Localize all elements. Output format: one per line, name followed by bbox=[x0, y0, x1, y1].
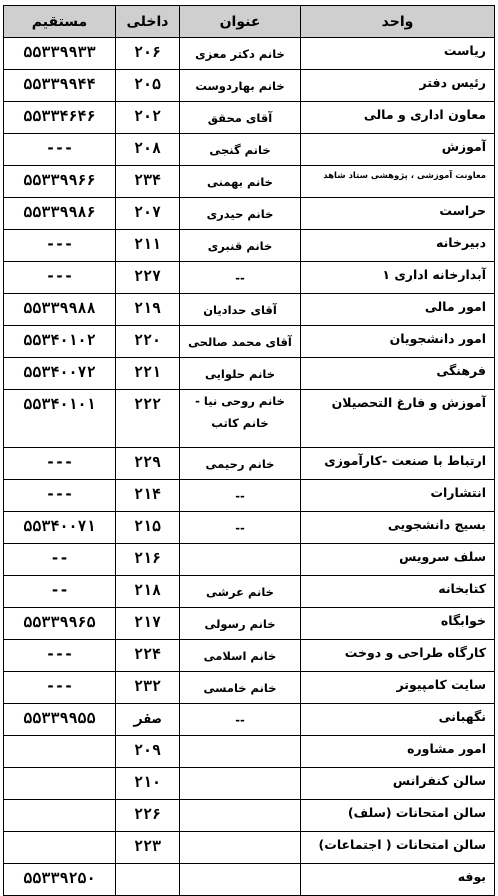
direct-cell: ۵۵۳۳۹۹۸۶ bbox=[4, 198, 116, 230]
table-row bbox=[4, 358, 495, 390]
unit-cell: سالن کنفرانس bbox=[301, 768, 495, 800]
table-row bbox=[4, 70, 495, 102]
ext-cell: ۲۰۶ bbox=[116, 38, 180, 70]
table-row bbox=[4, 864, 495, 896]
title-cell: -- bbox=[180, 262, 301, 294]
table-row bbox=[4, 672, 495, 704]
title-cell: -- bbox=[180, 480, 301, 512]
direct-cell: ۵۵۳۳۴۶۴۶ bbox=[4, 102, 116, 134]
table-row bbox=[4, 800, 495, 832]
header-row bbox=[4, 6, 495, 38]
ext-cell: ۲۲۰ bbox=[116, 326, 180, 358]
ext-cell: ۲۰۸ bbox=[116, 134, 180, 166]
ext-cell: ۲۲۱ bbox=[116, 358, 180, 390]
direct-cell: ۵۵۳۳۹۹۴۴ bbox=[4, 70, 116, 102]
title-cell bbox=[180, 768, 301, 800]
table-row bbox=[4, 544, 495, 576]
unit-cell: امور مشاوره bbox=[301, 736, 495, 768]
unit-cell: حراست bbox=[301, 198, 495, 230]
unit-cell: امور دانشجویان bbox=[301, 326, 495, 358]
direct-cell: ۵۵۳۳۹۲۵۰ bbox=[4, 864, 116, 896]
direct-cell: -- bbox=[4, 544, 116, 576]
header-ext: داخلی bbox=[116, 6, 180, 38]
unit-cell: ارتباط با صنعت -کارآموزی bbox=[301, 448, 495, 480]
unit-cell: کارگاه طراحی و دوخت bbox=[301, 640, 495, 672]
table-row bbox=[4, 768, 495, 800]
unit-cell: کتابخانه bbox=[301, 576, 495, 608]
direct-cell: --- bbox=[4, 480, 116, 512]
title-cell: خانم بهمنی bbox=[180, 166, 301, 198]
title-cell: آقای محقق bbox=[180, 102, 301, 134]
direct-cell: ۵۵۳۳۹۹۶۶ bbox=[4, 166, 116, 198]
header-unit: واحد bbox=[301, 6, 495, 38]
ext-cell: ۲۰۷ bbox=[116, 198, 180, 230]
direct-cell: ۵۵۳۳۹۹۳۳ bbox=[4, 38, 116, 70]
ext-cell: ۲۳۲ bbox=[116, 672, 180, 704]
ext-cell: صفر bbox=[116, 704, 180, 736]
direct-cell: ۵۵۳۴۰۱۰۲ bbox=[4, 326, 116, 358]
phone-directory-table bbox=[3, 5, 495, 896]
title-cell: آقای محمد صالحی bbox=[180, 326, 301, 358]
ext-cell: ۲۱۰ bbox=[116, 768, 180, 800]
ext-cell: ۲۲۲ bbox=[116, 390, 180, 448]
title-cell bbox=[180, 736, 301, 768]
unit-cell: آموزش bbox=[301, 134, 495, 166]
title-cell bbox=[180, 800, 301, 832]
unit-cell: بوفه bbox=[301, 864, 495, 896]
direct-cell: -- bbox=[4, 576, 116, 608]
unit-cell: ریاست bbox=[301, 38, 495, 70]
title-cell bbox=[180, 544, 301, 576]
table-row bbox=[4, 832, 495, 864]
title-cell: خانم رسولی bbox=[180, 608, 301, 640]
table-row bbox=[4, 38, 495, 70]
unit-cell: فرهنگی bbox=[301, 358, 495, 390]
direct-cell: ۵۵۳۴۰۰۷۱ bbox=[4, 512, 116, 544]
table-row bbox=[4, 576, 495, 608]
title-cell: خانم خامسی bbox=[180, 672, 301, 704]
header-title: عنوان bbox=[180, 6, 301, 38]
direct-cell: ۵۵۳۳۹۹۶۵ bbox=[4, 608, 116, 640]
title-cell: خانم رحیمی bbox=[180, 448, 301, 480]
title-cell: آقای حدادیان bbox=[180, 294, 301, 326]
title-cell: خانم دکتر معزی bbox=[180, 38, 301, 70]
table-row bbox=[4, 198, 495, 230]
direct-cell: --- bbox=[4, 134, 116, 166]
direct-cell: --- bbox=[4, 448, 116, 480]
unit-cell: سالن امتحانات ( اجتماعات) bbox=[301, 832, 495, 864]
table-row bbox=[4, 390, 495, 448]
table-row bbox=[4, 704, 495, 736]
title-cell: خانم اسلامی bbox=[180, 640, 301, 672]
ext-cell: ۲۱۸ bbox=[116, 576, 180, 608]
ext-cell: ۲۰۵ bbox=[116, 70, 180, 102]
title-cell bbox=[180, 832, 301, 864]
unit-cell: آموزش و فارغ التحصیلان bbox=[301, 390, 495, 448]
unit-cell: بسیج دانشجویی bbox=[301, 512, 495, 544]
header-direct: مستقیم bbox=[4, 6, 116, 38]
direct-cell: --- bbox=[4, 672, 116, 704]
ext-cell: ۲۱۶ bbox=[116, 544, 180, 576]
ext-cell: ۲۲۳ bbox=[116, 832, 180, 864]
table-row bbox=[4, 736, 495, 768]
direct-cell bbox=[4, 736, 116, 768]
unit-cell: انتشارات bbox=[301, 480, 495, 512]
title-cell: -- bbox=[180, 512, 301, 544]
unit-cell: آبدارخانه اداری ۱ bbox=[301, 262, 495, 294]
ext-cell: ۲۱۴ bbox=[116, 480, 180, 512]
title-cell bbox=[180, 864, 301, 896]
ext-cell: ۲۲۷ bbox=[116, 262, 180, 294]
ext-cell: ۲۲۴ bbox=[116, 640, 180, 672]
table-row bbox=[4, 134, 495, 166]
table-row bbox=[4, 480, 495, 512]
table-row bbox=[4, 230, 495, 262]
ext-cell: ۲۱۵ bbox=[116, 512, 180, 544]
title-cell: -- bbox=[180, 704, 301, 736]
ext-cell: ۲۱۱ bbox=[116, 230, 180, 262]
direct-cell: ۵۵۳۳۹۹۸۸ bbox=[4, 294, 116, 326]
table-row bbox=[4, 294, 495, 326]
direct-cell: ۵۵۳۳۹۹۵۵ bbox=[4, 704, 116, 736]
title-cell: خانم گنجی bbox=[180, 134, 301, 166]
unit-cell: خوابگاه bbox=[301, 608, 495, 640]
ext-cell: ۲۰۹ bbox=[116, 736, 180, 768]
table-row bbox=[4, 326, 495, 358]
direct-cell bbox=[4, 768, 116, 800]
unit-cell: رئیس دفتر bbox=[301, 70, 495, 102]
ext-cell: ۲۰۲ bbox=[116, 102, 180, 134]
table-row bbox=[4, 640, 495, 672]
unit-cell: سایت کامپیوتر bbox=[301, 672, 495, 704]
title-cell: خانم حلوایی bbox=[180, 358, 301, 390]
ext-cell: ۲۲۶ bbox=[116, 800, 180, 832]
unit-cell: امور مالی bbox=[301, 294, 495, 326]
title-cell: خانم روحی نیا - خانم کاتب bbox=[180, 390, 301, 448]
unit-cell: معاون اداری و مالی bbox=[301, 102, 495, 134]
direct-cell: --- bbox=[4, 262, 116, 294]
unit-cell: سلف سرویس bbox=[301, 544, 495, 576]
unit-cell: معاونت آموزشی ، پژوهشی ستاد شاهد bbox=[301, 166, 495, 198]
unit-cell: سالن امتحانات (سلف) bbox=[301, 800, 495, 832]
table-row bbox=[4, 608, 495, 640]
ext-cell: ۲۲۹ bbox=[116, 448, 180, 480]
title-cell: خانم عرشی bbox=[180, 576, 301, 608]
direct-cell: ۵۵۳۴۰۱۰۱ bbox=[4, 390, 116, 448]
unit-cell: دبیرخانه bbox=[301, 230, 495, 262]
ext-cell: ۲۱۷ bbox=[116, 608, 180, 640]
ext-cell bbox=[116, 864, 180, 896]
direct-cell: --- bbox=[4, 640, 116, 672]
table-row bbox=[4, 512, 495, 544]
table-row bbox=[4, 102, 495, 134]
table-row bbox=[4, 166, 495, 198]
ext-cell: ۲۳۴ bbox=[116, 166, 180, 198]
table-row bbox=[4, 448, 495, 480]
title-cell: خانم قنبری bbox=[180, 230, 301, 262]
ext-cell: ۲۱۹ bbox=[116, 294, 180, 326]
table-row bbox=[4, 262, 495, 294]
direct-cell: ۵۵۳۴۰۰۷۲ bbox=[4, 358, 116, 390]
direct-cell bbox=[4, 800, 116, 832]
direct-cell bbox=[4, 832, 116, 864]
direct-cell: --- bbox=[4, 230, 116, 262]
title-cell: خانم بهاردوست bbox=[180, 70, 301, 102]
unit-cell: نگهبانی bbox=[301, 704, 495, 736]
title-cell: خانم حیدری bbox=[180, 198, 301, 230]
